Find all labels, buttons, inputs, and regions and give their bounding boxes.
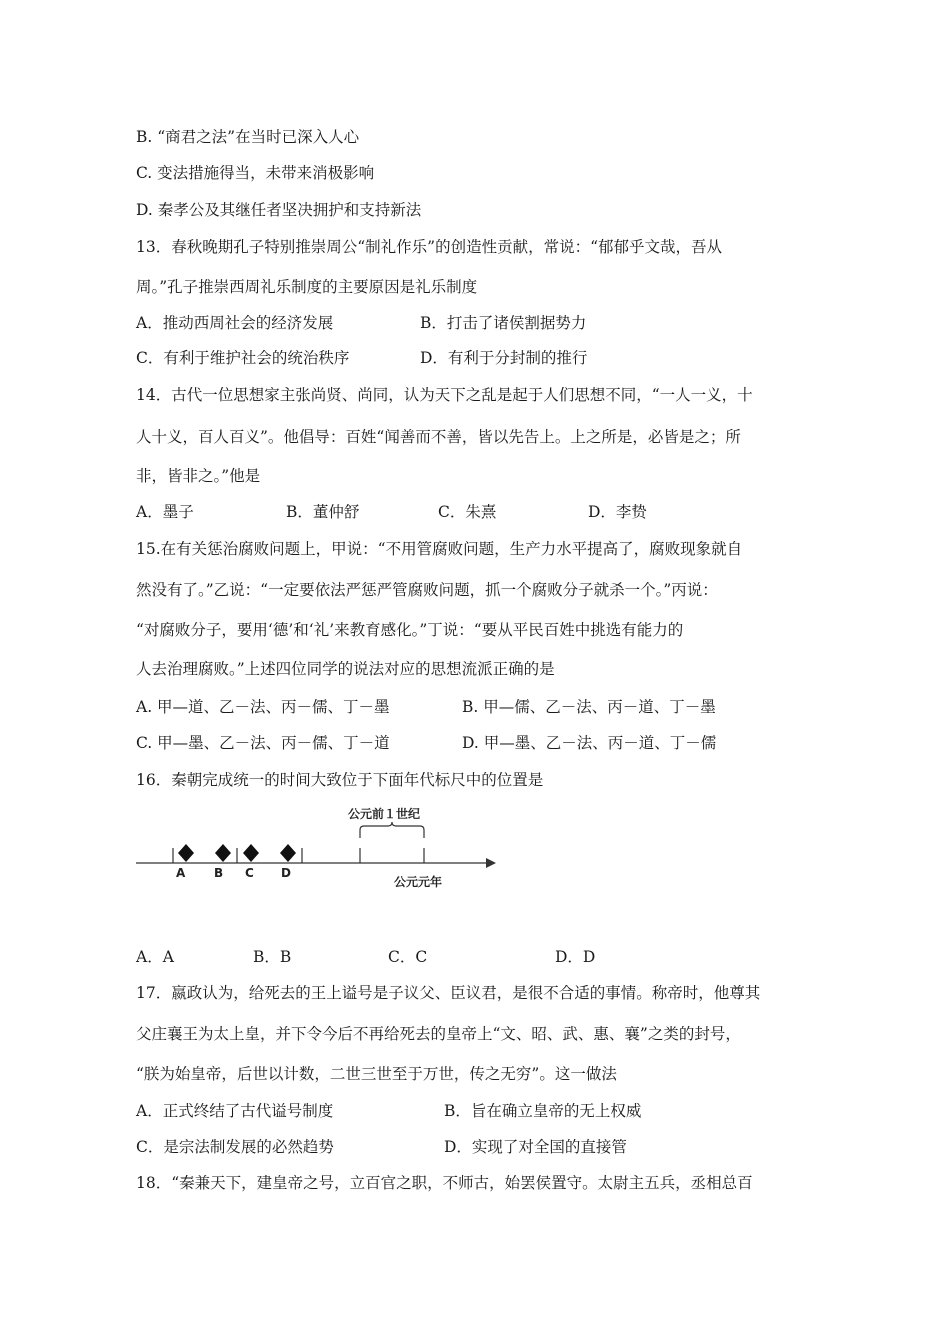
q13-stem-line-2: 周。”孔子推崇西周礼乐制度的主要原因是礼乐制度 [136, 278, 478, 296]
q16-option-a: A．A [136, 948, 174, 966]
q13-option-b: B．打击了诸侯割据势力 [420, 314, 587, 332]
marker-label-d: D [281, 866, 291, 880]
q15-stem-line-4: 人去治理腐败。”上述四位同学的说法对应的思想流派正确的是 [136, 660, 555, 678]
q17-option-a: A．正式终结了古代谥号制度 [136, 1102, 334, 1120]
q15-option-c: C. 甲—墨、乙－法、丙－儒、丁－道 [136, 734, 390, 752]
q15-stem-line-3: “对腐败分子，要用‘德’和‘礼’来教育感化。”丁说：“要从平民百姓中挑选有能力的 [136, 621, 684, 639]
q16-option-c: C．C [388, 948, 428, 966]
origin-label: 公元元年 [394, 875, 443, 889]
q14-option-d: D．李贽 [588, 503, 647, 521]
q17-option-b: B．旨在确立皇帝的无上权威 [444, 1102, 642, 1120]
q15-option-b: B. 甲—儒、乙－法、丙－道、丁－墨 [462, 698, 716, 716]
q15-stem-line-2: 然没有了。”乙说：“一定要依法严惩严管腐败问题，抓一个腐败分子就杀一个。”丙说： [136, 581, 718, 599]
q14-option-a: A．墨子 [136, 503, 194, 521]
timeline-marker-d [280, 844, 296, 862]
century-bracket [360, 822, 424, 838]
q17-option-c: C．是宗法制发展的必然趋势 [136, 1138, 334, 1156]
q14-option-c: C．朱熹 [438, 503, 497, 521]
q17-stem-line-1: 17．嬴政认为，给死去的王上谥号是子议父、臣议君，是很不合适的事情。称帝时，他尊其 [136, 984, 761, 1002]
marker-label-a: A [176, 866, 186, 880]
q13-option-a: A．推动西周社会的经济发展 [136, 314, 334, 332]
q14-stem-line-1: 14．古代一位思想家主张尚贤、尚同，认为天下之乱是起于人们思想不同，“一人一义，十 [136, 386, 753, 404]
q16-option-b: B．B [253, 948, 292, 966]
marker-label-c: C [245, 866, 254, 880]
q14-stem-line-3: 非，皆非之。”他是 [136, 467, 261, 485]
q13-stem-line-1: 13．春秋晚期孔子特别推崇周公“制礼作乐”的创造性贡献，常说：“郁郁乎文哉，吾从 [136, 238, 722, 256]
q12-option-c: C. 变法措施得当，未带来消极影响 [136, 164, 375, 182]
timeline-marker-b [215, 844, 231, 862]
q16-stem-line-1: 16．秦朝完成统一的时间大致位于下面年代标尺中的位置是 [136, 771, 544, 789]
q13-option-d: D．有利于分封制的推行 [420, 349, 588, 367]
q12-option-d: D. 秦孝公及其继任者坚决拥护和支持新法 [136, 201, 422, 219]
q15-stem-line-1: 15.在有关惩治腐败问题上，甲说：“不用管腐败问题，生产力水平提高了，腐败现象就自 [136, 540, 743, 558]
timeline-marker-a [178, 844, 194, 862]
q15-option-a: A. 甲—道、乙－法、丙－儒、丁－墨 [136, 698, 390, 716]
q16-option-d: D．D [555, 948, 596, 966]
q12-option-b: B. “商君之法”在当时已深入人心 [136, 128, 360, 146]
century-bracket-label: 公元前１世纪 [348, 807, 421, 821]
q17-stem-line-2: 父庄襄王为太上皇，并下令今后不再给死去的皇帝上“文、昭、武、惠、襄”之类的封号， [136, 1025, 741, 1043]
q13-option-c: C．有利于维护社会的统治秩序 [136, 349, 350, 367]
q15-option-d: D. 甲—墨、乙－法、丙－道、丁－儒 [462, 734, 717, 752]
q18-stem-line-1: 18．“秦兼天下，建皇帝之号，立百官之职，不师古，始罢侯置守。太尉主五兵，丞相总百 [136, 1174, 753, 1192]
q14-stem-line-2: 人十义，百人百义”。他倡导：百姓“闻善而不善，皆以先告上。上之所是，必皆是之；所 [136, 428, 741, 446]
q17-option-d: D．实现了对全国的直接管 [444, 1138, 627, 1156]
timeline-marker-c [243, 844, 259, 862]
q14-option-b: B．董仲舒 [286, 503, 360, 521]
marker-label-b: B [214, 866, 224, 880]
q17-stem-line-3: “朕为始皇帝，后世以计数，二世三世至于万世，传之无穷”。这一做法 [136, 1065, 617, 1083]
timeline-arrowhead [486, 858, 496, 868]
